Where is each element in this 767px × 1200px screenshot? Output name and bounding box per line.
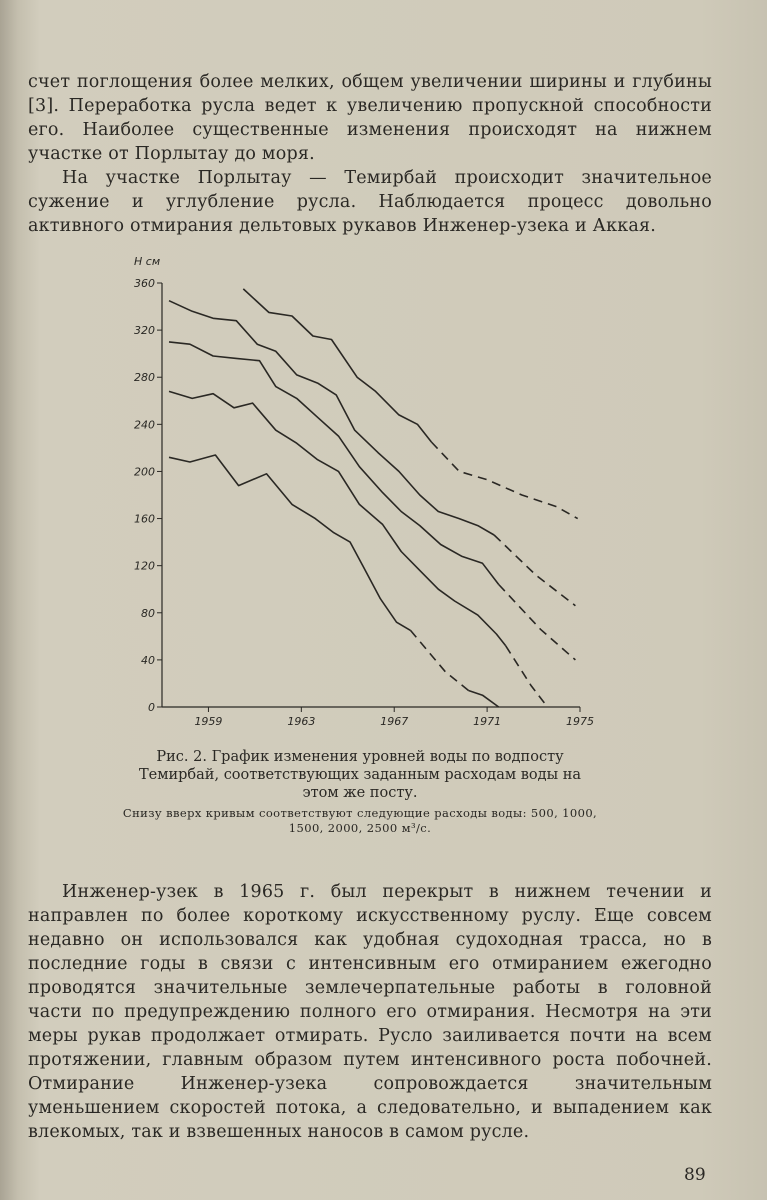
series-line-1-solid: [169, 455, 411, 630]
y-tick-label: 160: [134, 512, 155, 526]
y-tick-label: 120: [134, 559, 155, 573]
y-tick-label: 320: [134, 324, 155, 338]
chart-svg: [120, 245, 600, 745]
x-tick-label: 1975: [566, 715, 594, 728]
x-tick-label: 1971: [473, 715, 502, 728]
y-axis-label: Н см: [134, 255, 161, 268]
text-block-top: [28, 70, 712, 238]
series-line-2-dashed: [506, 646, 548, 707]
series-line-1-solid2: [469, 691, 499, 708]
page-number: 89: [684, 1165, 706, 1185]
series-line-4-solid: [169, 301, 494, 535]
y-tick-label: 200: [134, 465, 155, 479]
x-tick-label: 1967: [380, 715, 409, 728]
series-line-2-solid: [169, 391, 506, 645]
paragraph: счет поглощения более мелких, общем увеличении ширины и глубины [3]. Переработка русла ведет к увеличению пропускной способности его. Наиболее существенные изменения происходят на нижнем участке от Порлытау до моря.: [28, 72, 712, 164]
water-level-chart: [120, 245, 600, 745]
series-line-4-dashed: [494, 535, 575, 606]
x-tick-label: 1963: [287, 715, 316, 728]
paragraph: Инженер-узек в 1965 г. был перекрыт в нижнем течении и направлен по более короткому искусственному руслу. Еще совсем недавно он использовался как удобная судоходная трасса, но в последние годы в связи с интенсивным его отмиранием ежегодно проводятся значительные землечерпательные работы в головной части по предупреждению полного его отмирания. Несмотря на эти меры рукав продолжает отмирать. Русло заиливается почти на всем протяжении, главным образом путем интенсивного роста побочней. Отмирание Инженер-узека сопровождается значительным уменьшением скоростей потока, а следовательно, и выпадением как влекомых, так и взвешенных наносов в самом русле.: [28, 882, 712, 1142]
series-line-3-solid: [169, 342, 499, 585]
x-tick-label: 1959: [194, 715, 223, 728]
figure-caption: Рис. 2. График изменения уровней воды по водпосту Темирбай, соответствующих заданным расходам воды на этом же посту.: [138, 749, 582, 801]
y-tick-label: 40: [141, 653, 155, 667]
y-tick-label: 360: [134, 277, 155, 290]
y-tick-label: 240: [134, 418, 155, 432]
y-tick-label: 0: [148, 701, 155, 714]
y-tick-label: 280: [134, 371, 155, 385]
series-line-1-dashed: [411, 630, 469, 690]
paragraph: На участке Порлытау — Темирбай происходит значительное сужение и углубление русла. Наблюдается процесс довольно активного отмирания дельтовых рукавов Инженер-узека и Аккая.: [28, 168, 712, 236]
series-line-5-solid: [243, 289, 431, 442]
y-tick-label: 80: [141, 606, 155, 620]
text-block-bottom: [28, 880, 712, 1144]
figure-subcaption: Снизу вверх кривым соответствуют следующие расходы воды: 500, 1000, 1500, 2000, 2500 м³/с.: [122, 806, 598, 835]
series-line-5-dashed: [431, 442, 577, 519]
